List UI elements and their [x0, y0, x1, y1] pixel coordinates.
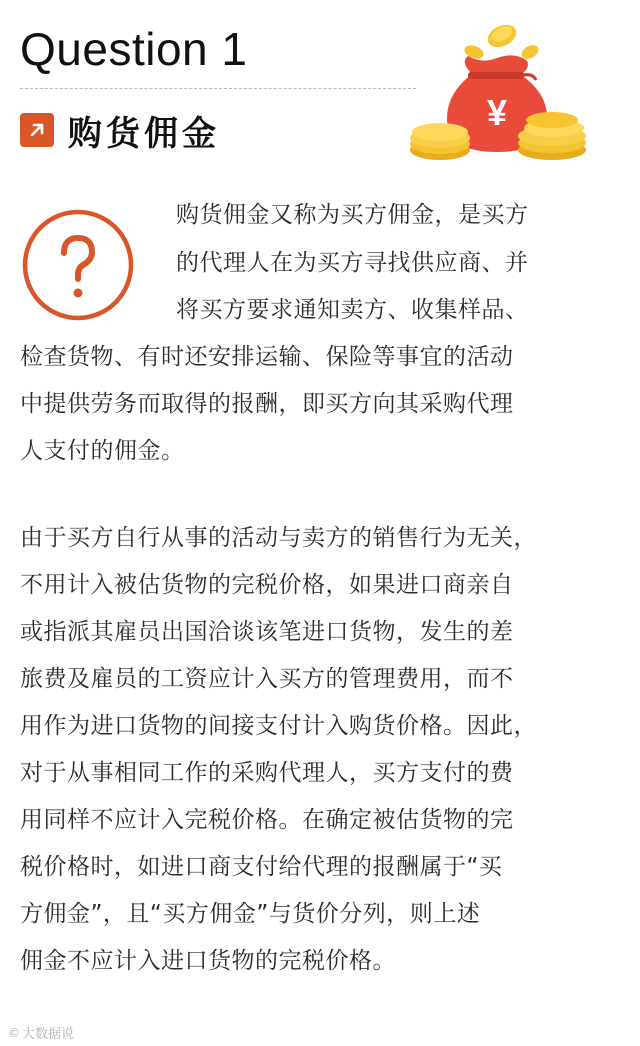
paragraph-line: 对于从事相同工作的采购代理人，买方支付的费 — [20, 760, 514, 786]
section-title: 购货佣金 — [68, 113, 220, 154]
yuan-symbol: ¥ — [486, 92, 508, 133]
watermark-text: 大数据说 — [22, 1027, 75, 1042]
paragraph-line: 人支付的佣金。 — [20, 438, 185, 464]
paragraph-line: 用作为进口货物的间接支付计入购货价格。因此， — [20, 713, 537, 739]
paragraph-line: 由于买方自行从事的活动与卖方的销售行为无关， — [20, 525, 537, 551]
divider — [20, 88, 416, 89]
paragraph-line: 的代理人在为买方寻找供应商、并 — [176, 250, 529, 276]
paragraph-line: 方佣金”，且“买方佣金”与货价分列，则上述 — [20, 901, 481, 927]
question-heading: Question 1 — [20, 23, 248, 75]
paragraph-line: 用同样不应计入完税价格。在确定被估货物的完 — [20, 807, 514, 833]
watermark-logo-icon: © — [8, 1025, 20, 1040]
paragraph-line: 税价格时，如进口商支付给代理的报酬属于“买 — [20, 854, 503, 880]
question-mark-circle-icon — [20, 207, 136, 323]
money-bag-yuan-icon — [402, 22, 592, 162]
paragraph-line: 检查货物、有时还安排运输、保险等事宜的活动 — [20, 344, 514, 370]
section-title-row — [20, 108, 220, 152]
paragraph-line: 佣金不应计入进口货物的完税价格。 — [20, 948, 396, 974]
paragraph-line: 将买方要求通知卖方、收集样品、 — [176, 297, 529, 323]
paragraph-line: 旅费及雇员的工资应计入买方的管理费用，而不 — [20, 666, 514, 692]
paragraph-line: 中提供劳务而取得的报酬，即买方向其采购代理 — [20, 391, 514, 417]
paragraph-line: 不用计入被估货物的完税价格，如果进口商亲自 — [20, 572, 514, 598]
paragraph-line: 购货佣金又称为买方佣金，是买方 — [176, 202, 529, 228]
watermark — [8, 1023, 74, 1042]
paragraph-line: 或指派其雇员出国洽谈该笔进口货物，发生的差 — [20, 619, 514, 645]
arrow-up-right-icon — [20, 113, 54, 147]
